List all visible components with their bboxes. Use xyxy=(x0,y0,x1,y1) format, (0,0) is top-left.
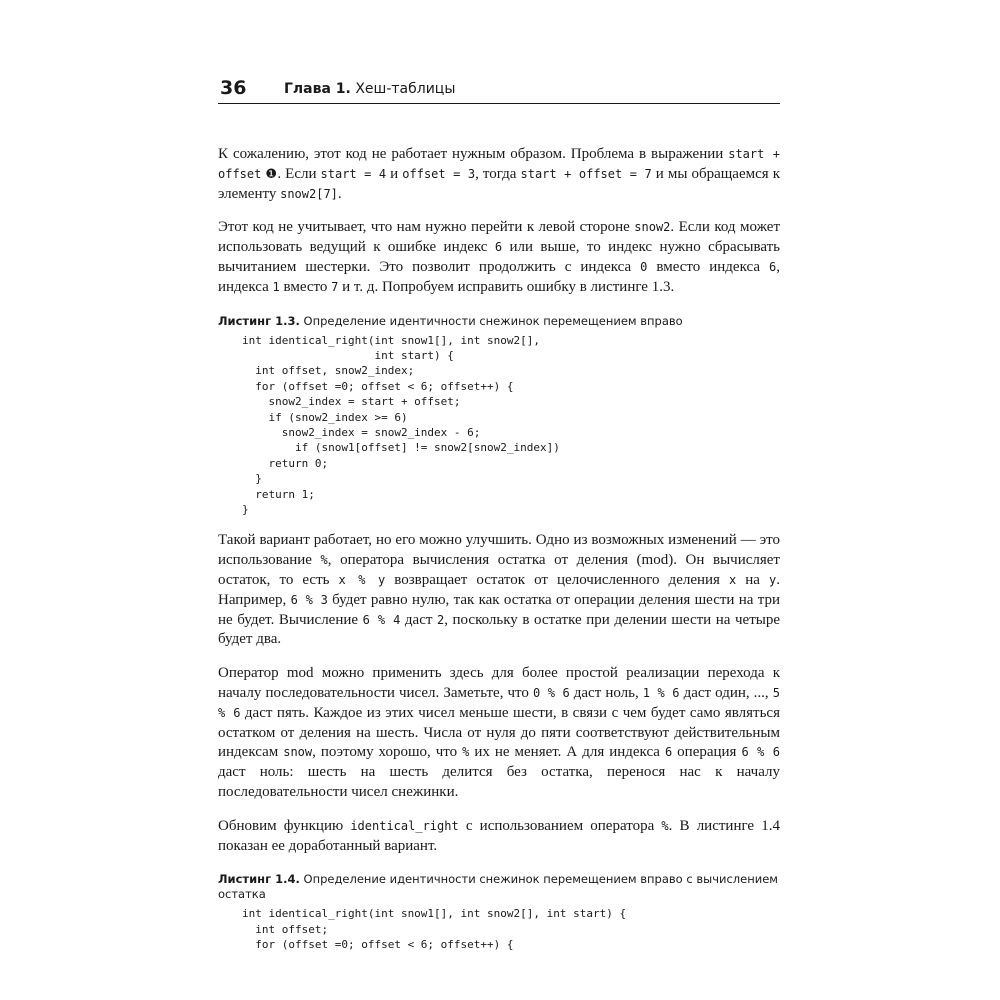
paragraph-3: Такой вариант работает, но его можно улучшить. Одно из возможных изменений — это использование %, оператора вычисления остатка от деления (mod). Он вычисляет остаток, то есть x % y возвращает остаток от целочисленного деления x на y. Например, 6 % 3 будет равно нулю, так как остатка от операции деления шести на три не будет. Вычисление 6 % 4 даст 2, поскольку в остатке при делении шести на четыре будет два. xyxy=(218,532,781,648)
listing-label: Листинг 1.4. xyxy=(218,872,300,887)
listing-label: Листинг 1.3. xyxy=(218,313,300,328)
listing-caption xyxy=(218,872,780,902)
chapter-heading xyxy=(284,81,455,97)
listing-caption xyxy=(218,314,780,329)
paragraph-5: Обновим функцию identical_right с использованием оператора %. В листинге 1.4 показан ее доработанный вариант. xyxy=(218,817,780,854)
listing-1-3 xyxy=(218,314,780,518)
listing-title: Определение идентичности снежинок перемещением вправо xyxy=(303,313,683,328)
paragraph-2: Этот код не учитывает, что нам нужно перейти к левой стороне snow2. Если код может использовать ведущий к ошибке индекс 6 или выше, то индекс нужно сбрасывать вычитанием шестерки. Это позволит продолжить с индекса 0 вместо индекса 6, индекса 1 вместо 7 и т. д. Попробуем исправить ошибку в листинге 1.3. xyxy=(218,219,780,295)
page-body xyxy=(218,145,780,953)
paragraph-1: К сожалению, этот код не работает нужным образом. Проблема в выражении start + offset ❶. Если start = 4 и offset = 3, тогда start + offset = 7 и мы обращаемся к элементу snow2[7]. xyxy=(218,146,781,202)
page-number: 36 xyxy=(220,77,247,99)
callout-marker: ❶ xyxy=(265,166,278,182)
listing-1-4 xyxy=(218,872,780,952)
code-block: int identical_right(int snow1[], int snow2[], int start) { int offset, snow2_index; for (offset =0; offset < 6; offset++) { snow2_index = start + offset; if (snow2_index >= 6) snow2_index = snow2_index - 6; if (snow1[offset] != snow2[snow2_index]) return 0; } return 1; } xyxy=(242,333,560,517)
chapter-title: Хеш-таблицы xyxy=(355,81,456,97)
code-block: int identical_right(int snow1[], int snow2[], int start) { int offset; for (offset =0; offset < 6; offset++) { xyxy=(242,907,627,952)
paragraph-4: Оператор mod можно применить здесь для более простой реализации перехода к началу последовательности чисел. Заметьте, что 0 % 6 даст ноль, 1 % 6 даст один, ..., 5 % 6 даст пять. Каждое из этих чисел меньше шести, в связи с чем будет само являться остатком от деления на шесть. Числа от нуля до пяти соответствуют действительным индексам snow, поэтому хорошо, что % их не меняет. А для индекса 6 операция 6 % 6 даст ноль: шесть на шесть делится без остатка, перенося нас к началу последовательности чисел снежинки. xyxy=(218,665,781,801)
running-header xyxy=(218,77,780,104)
chapter-label: Глава 1. xyxy=(284,81,351,97)
listing-title: Определение идентичности снежинок перемещением вправо с вычислением остатка xyxy=(218,872,778,902)
